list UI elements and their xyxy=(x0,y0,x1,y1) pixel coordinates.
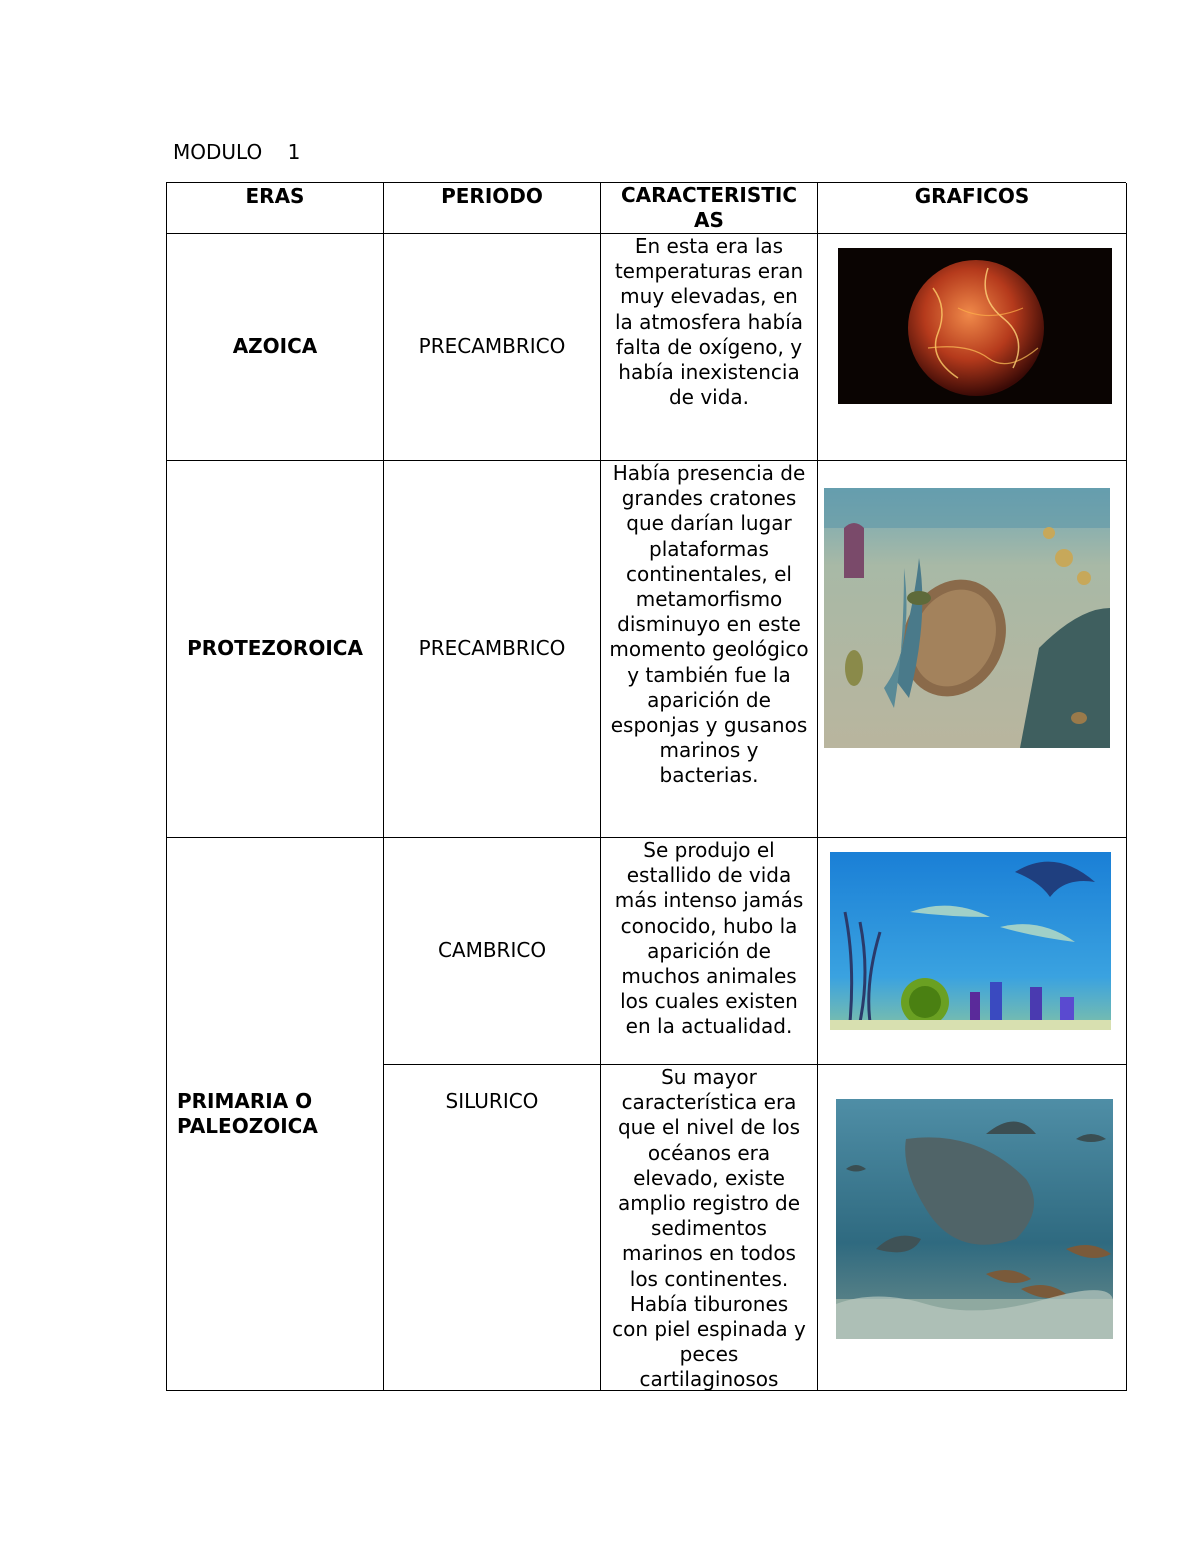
description-text: En esta era las temperaturas eran muy elevadas, en la atmosfera había falta de oxígeno, y había inexistencia de vida. xyxy=(614,234,804,410)
graphic-cell xyxy=(818,838,1127,1065)
header-periodo: PERIODO xyxy=(384,183,601,234)
era-cell xyxy=(167,461,384,838)
description-text: Había presencia de grandes cratones que darían lugar plataformas continentales, el metamorfismo disminuyo en este momento geológico y también fue la aparición de esponjas y gusanos marinos y bacterias. xyxy=(609,461,809,788)
description-cell xyxy=(601,838,818,1065)
period-cell xyxy=(384,1065,601,1391)
graphic-cell xyxy=(818,1065,1127,1391)
era-name: PRIMARIA O PALEOZOICA xyxy=(177,1088,318,1138)
header-caracteristicas: CARACTERISTIC AS xyxy=(601,183,818,234)
description-cell xyxy=(601,234,818,461)
cambrian-sea-image xyxy=(830,852,1111,1030)
eras-table xyxy=(166,182,1126,1391)
description-cell xyxy=(601,1065,818,1391)
era-name: AZOICA xyxy=(232,334,318,359)
header-graficos: GRAFICOS xyxy=(818,183,1127,234)
period-name: PRECAMBRICO xyxy=(418,636,566,661)
period-cell xyxy=(384,838,601,1065)
period-cell xyxy=(384,234,601,461)
period-name: PRECAMBRICO xyxy=(418,334,566,359)
era-cell xyxy=(167,234,384,461)
graphic-cell xyxy=(818,461,1127,838)
period-name: SILURICO xyxy=(445,1089,539,1113)
seafloor-organisms-image xyxy=(824,488,1110,748)
description-cell xyxy=(601,461,818,838)
graphic-cell xyxy=(818,234,1127,461)
period-cell xyxy=(384,461,601,838)
era-name: PROTEZOROICA xyxy=(187,636,363,661)
header-eras: ERAS xyxy=(167,183,384,234)
era-cell xyxy=(167,838,384,1391)
molten-planet-image xyxy=(838,248,1112,404)
description-text: Su mayor característica era que el nivel de los océanos era elevado, existe amplio registro de sedimentos marinos en todos los continentes. Había tiburones con piel espinada y peces cartilaginosos xyxy=(612,1065,806,1391)
module-title: MODULO 1 xyxy=(173,140,301,164)
period-name: CAMBRICO xyxy=(437,938,547,963)
silurian-fish-image xyxy=(836,1099,1113,1339)
description-text: Se produjo el estallido de vida más intenso jamás conocido, hubo la aparición de muchos animales los cuales existen en la actualidad. xyxy=(614,838,804,1039)
